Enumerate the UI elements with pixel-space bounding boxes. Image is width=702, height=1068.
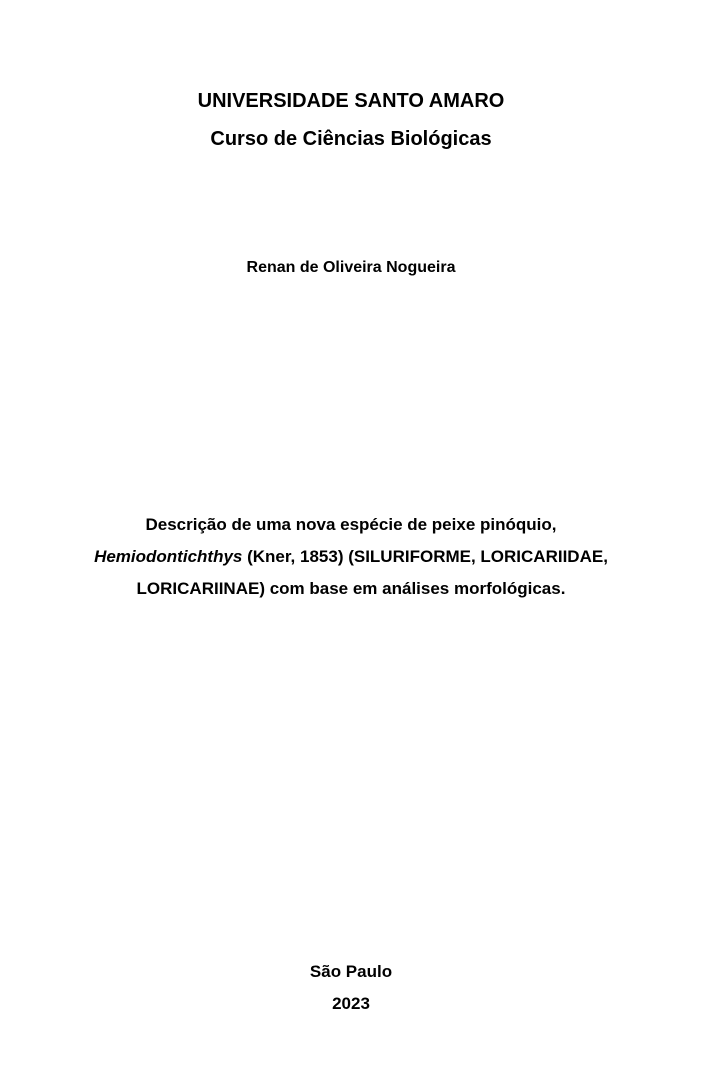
- course-name: Curso de Ciências Biológicas: [210, 128, 492, 150]
- year: 2023: [332, 994, 370, 1013]
- thesis-title-line-1: Descrição de uma nova espécie de peixe pinóquio,: [145, 515, 557, 534]
- university-name: UNIVERSIDADE SANTO AMARO: [197, 90, 505, 112]
- thesis-title-line-3: LORICARIINAE) com base em análises morfológicas.: [136, 579, 566, 598]
- city: São Paulo: [309, 962, 393, 981]
- thesis-title-line-2: [0, 541, 702, 573]
- thesis-title-line-2-rest: (Kner, 1853) (SILURIFORME, LORICARIIDAE,: [242, 547, 608, 566]
- author-name: Renan de Oliveira Nogueira: [246, 259, 456, 276]
- thesis-title: [0, 509, 702, 605]
- genus-name: Hemiodontichthys: [94, 547, 243, 566]
